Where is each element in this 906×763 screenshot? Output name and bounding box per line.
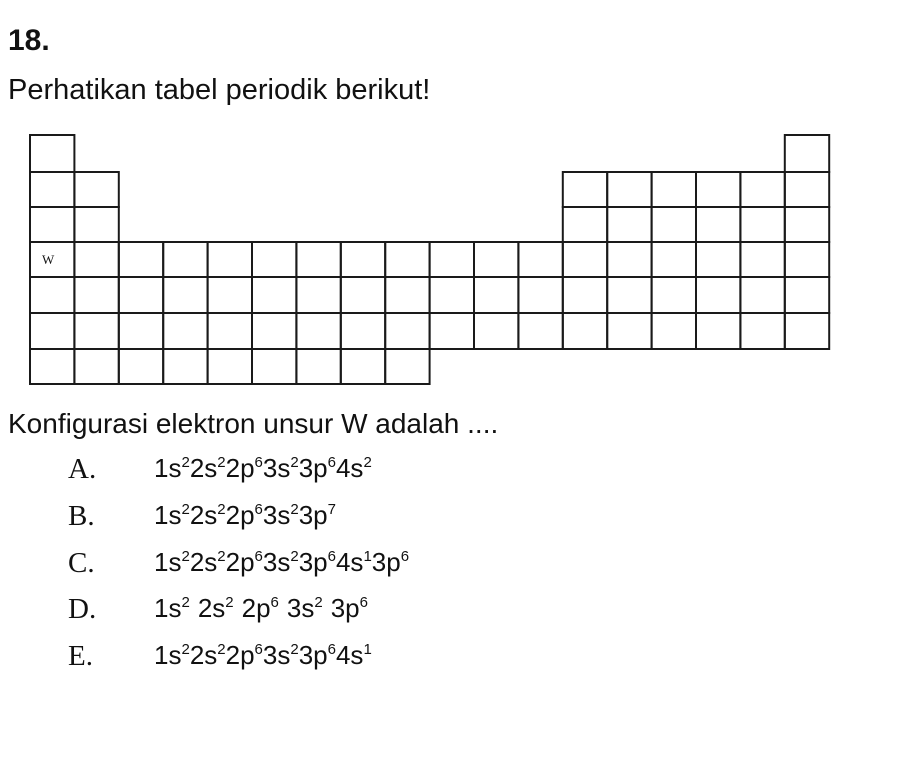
- table-cell: [696, 172, 740, 207]
- option-letter: A.: [68, 453, 97, 485]
- table-cell: [652, 242, 696, 277]
- option-letter: B.: [68, 500, 95, 532]
- table-cell: [785, 172, 829, 207]
- table-cell: [341, 349, 385, 384]
- table-cell: [341, 313, 385, 349]
- table-cell: [163, 277, 207, 313]
- question-number: 18.: [8, 24, 50, 57]
- orbital-term: $2s^2$: [189, 547, 226, 577]
- orbital-term: $3s^2$: [262, 640, 299, 670]
- table-cell: [652, 172, 696, 207]
- table-cell: [696, 277, 740, 313]
- orbital-term: $2p^6$: [225, 547, 263, 577]
- electron-configuration: [154, 640, 372, 671]
- table-cell: [740, 277, 784, 313]
- orbital-term: $1s^2$: [154, 640, 190, 670]
- orbital-term: $3p^7$: [298, 500, 336, 530]
- table-cell: [785, 135, 829, 172]
- table-cell: [563, 313, 607, 349]
- orbital-term: $1s^2$: [154, 500, 190, 530]
- option-letter: C.: [68, 547, 95, 579]
- orbital-term: $2p^6$: [225, 453, 263, 483]
- table-cell: [30, 277, 74, 313]
- table-cell: [119, 313, 163, 349]
- table-cell: [163, 349, 207, 384]
- orbital-term: $4s^1$: [335, 640, 372, 670]
- table-cell: [74, 242, 118, 277]
- table-cell: [652, 277, 696, 313]
- table-cell: [252, 349, 296, 384]
- table-cell: [208, 313, 252, 349]
- table-cell: [563, 242, 607, 277]
- table-cell: [30, 172, 74, 207]
- table-cell: [341, 242, 385, 277]
- orbital-term: $3p^6$: [330, 593, 368, 623]
- table-cell: [607, 313, 651, 349]
- orbital-term: $3s^2$: [262, 453, 299, 483]
- orbital-term: $2s^2$: [189, 500, 226, 530]
- table-cell: [740, 313, 784, 349]
- table-cell: [518, 313, 562, 349]
- table-cell: [607, 242, 651, 277]
- table-cell: [563, 277, 607, 313]
- table-cell: [385, 313, 429, 349]
- table-cell: [430, 242, 474, 277]
- table-cell: [785, 277, 829, 313]
- orbital-term: $2s^2$: [189, 453, 226, 483]
- question-stem: Konfigurasi elektron unsur W adalah ....: [8, 408, 499, 439]
- table-cell: [474, 277, 518, 313]
- table-cell: [430, 277, 474, 313]
- orbital-term: $3p^6$: [298, 453, 336, 483]
- table-cell: [385, 277, 429, 313]
- electron-configuration: [154, 500, 336, 531]
- table-cell: [30, 135, 74, 172]
- question-prompt: Perhatikan tabel periodik berikut!: [8, 74, 431, 106]
- table-cell: [696, 207, 740, 242]
- table-cell: [607, 277, 651, 313]
- table-cell: [208, 277, 252, 313]
- table-cell: [474, 242, 518, 277]
- table-cell: [74, 349, 118, 384]
- electron-configuration: [154, 453, 372, 484]
- table-cell: [296, 242, 340, 277]
- orbital-term: $2p^6$: [225, 500, 263, 530]
- table-cell: [208, 349, 252, 384]
- orbital-term: $4s^1$: [335, 547, 372, 577]
- table-cell: [74, 172, 118, 207]
- table-cell: [74, 313, 118, 349]
- table-cell: [607, 207, 651, 242]
- table-cell: [74, 207, 118, 242]
- table-cell: [296, 277, 340, 313]
- table-cell: [296, 313, 340, 349]
- orbital-term: $1s^2$: [154, 453, 190, 483]
- orbital-term: $3p^6$: [298, 547, 336, 577]
- orbital-term: $1s^2$: [154, 593, 190, 623]
- table-cell: [385, 242, 429, 277]
- table-cell: [30, 313, 74, 349]
- table-cell: [563, 207, 607, 242]
- option-letter: E.: [68, 640, 93, 672]
- table-cell: [518, 242, 562, 277]
- orbital-term: $2s^2$: [197, 593, 234, 623]
- orbital-term: $1s^2$: [154, 547, 190, 577]
- orbital-term: $3p^6$: [298, 640, 336, 670]
- table-cell: [30, 207, 74, 242]
- electron-configuration: [154, 547, 409, 578]
- table-cell: [652, 207, 696, 242]
- table-cell: [740, 207, 784, 242]
- table-cell: [341, 277, 385, 313]
- table-cell: [740, 172, 784, 207]
- table-cell: [696, 313, 740, 349]
- table-cell: [119, 242, 163, 277]
- table-cell: [119, 277, 163, 313]
- table-cell: [430, 313, 474, 349]
- table-cell: [252, 277, 296, 313]
- orbital-term: $2s^2$: [189, 640, 226, 670]
- option-letter: D.: [68, 593, 97, 625]
- orbital-term: $3s^2$: [262, 547, 299, 577]
- table-cell: [785, 313, 829, 349]
- table-cell: [252, 242, 296, 277]
- table-cell: [252, 313, 296, 349]
- table-cell: [119, 349, 163, 384]
- table-cell: [607, 172, 651, 207]
- orbital-term: $4s^2$: [335, 453, 372, 483]
- table-cell: [785, 242, 829, 277]
- electron-configuration: [154, 593, 376, 624]
- table-cell: [163, 313, 207, 349]
- table-cell: [740, 242, 784, 277]
- orbital-term: $3s^2$: [286, 593, 323, 623]
- table-cell: [518, 277, 562, 313]
- table-cell: [696, 242, 740, 277]
- table-cell: [385, 349, 429, 384]
- table-cell: [74, 277, 118, 313]
- table-cell: [474, 313, 518, 349]
- table-cell: [563, 172, 607, 207]
- table-cell: [296, 349, 340, 384]
- table-cell: [652, 313, 696, 349]
- orbital-term: $2p^6$: [241, 593, 279, 623]
- element-w-label: W: [42, 252, 55, 267]
- table-cell: [208, 242, 252, 277]
- orbital-term: $3s^2$: [262, 500, 299, 530]
- table-cell: [30, 349, 74, 384]
- table-cell: [785, 207, 829, 242]
- table-cell: [163, 242, 207, 277]
- orbital-term: $2p^6$: [225, 640, 263, 670]
- orbital-term: $3p^6$: [371, 547, 410, 577]
